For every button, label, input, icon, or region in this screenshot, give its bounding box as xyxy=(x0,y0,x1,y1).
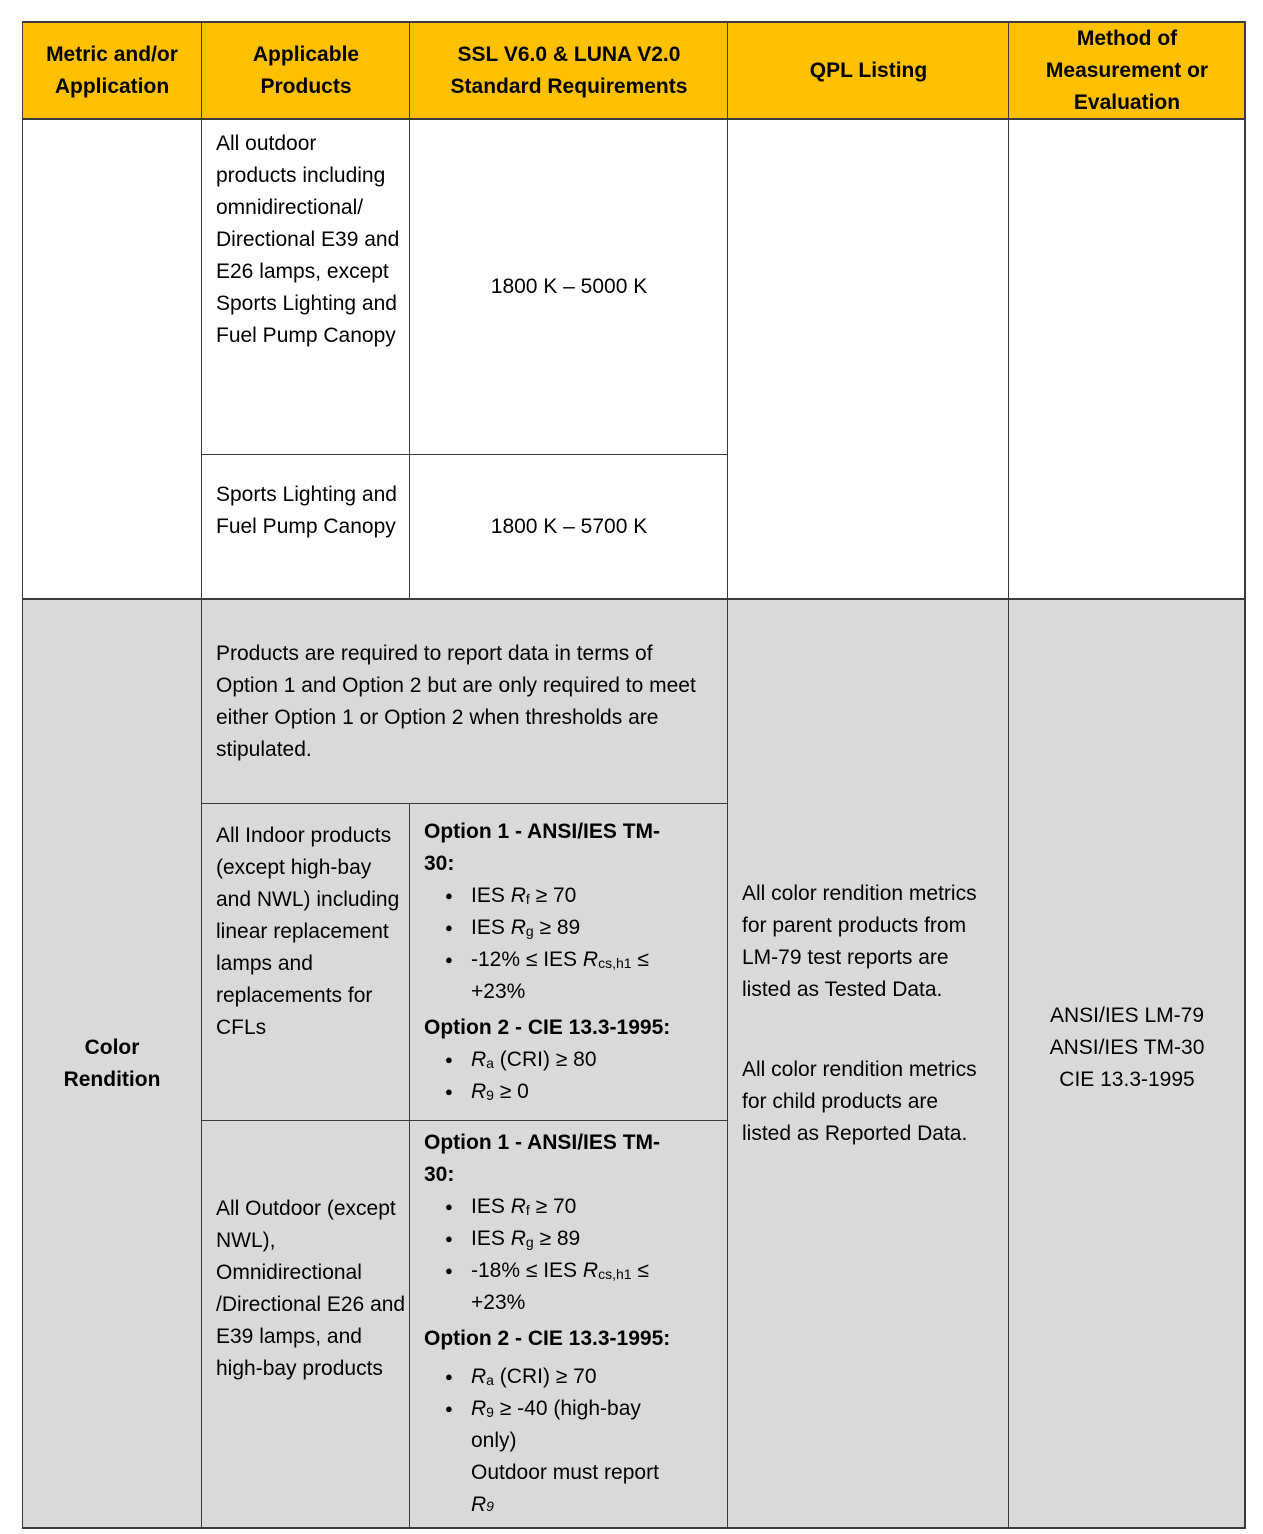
indoor-option1-list xyxy=(424,880,720,1008)
outdoor-rcs: ● -18% ≤ IES $R_{cs,h1} \le +23\%$ xyxy=(471,1255,720,1319)
metric-color-rendition: Color Rendition xyxy=(63,1035,161,1091)
border-section xyxy=(22,598,1246,600)
outdoor-option2-list xyxy=(424,1361,720,1457)
outdoor-option1-list xyxy=(424,1191,720,1319)
products-all-outdoor-cr: All Outdoor (except NWL), Omnidirectional /Directional E26 and E39 lamps, and high-bay products xyxy=(216,1197,406,1380)
border-col5 xyxy=(1008,21,1009,1529)
qpl-listing-parent: All color rendition metrics for parent products from LM-79 test reports are listed as Tested Data. xyxy=(742,882,977,1001)
header-method: Method of Measurement or Evaluation xyxy=(1009,22,1245,119)
products-all-outdoor: All outdoor products including omnidirectional/ Directional E39 and E26 lamps, except Sports Lighting and Fuel Pump Canopy xyxy=(216,132,400,347)
products-sports-lighting: Sports Lighting and Fuel Pump Canopy xyxy=(216,483,397,538)
header-standard-requirements: SSL V6.0 & LUNA V2.0 Standard Requirements xyxy=(410,22,728,119)
outdoor-r9: ● $R_9 \ge -40$ (high-bay only) xyxy=(471,1393,720,1457)
indoor-r9: ● $R_9 \ge 0$ xyxy=(471,1076,720,1108)
outdoor-option1-title: Option 1 - ANSI/IES TM-30: xyxy=(424,1131,661,1186)
outdoor-r9-note: Outdoor must report R9 xyxy=(471,1461,659,1516)
outdoor-rg: ● IES $R_g \ge 89$ xyxy=(471,1223,720,1255)
requirement-cct-5700: 1800 K – 5700 K xyxy=(490,515,648,538)
requirement-cct-5000: 1800 K – 5000 K xyxy=(490,275,648,298)
header-qpl-listing: QPL Listing xyxy=(728,22,1009,119)
outdoor-ra: ● $R_a$ (CRI) ≥ 70 xyxy=(471,1361,720,1393)
indoor-requirements xyxy=(410,816,728,1116)
qpl-listing-child: All color rendition metrics for child products are listed as Reported Data. xyxy=(742,1058,977,1145)
outdoor-option2-title: Option 2 - CIE 13.3-1995: xyxy=(424,1327,671,1350)
border-note xyxy=(202,803,728,804)
border-cct-split xyxy=(202,454,728,455)
products-all-indoor: All Indoor products (except high-bay and NWL) including linear replacement lamps and replacements for CFLs xyxy=(216,824,400,1039)
qpl-listing xyxy=(742,878,992,1218)
indoor-option1-title: Option 1 - ANSI/IES TM-30: xyxy=(424,820,661,875)
indoor-option2-title: Option 2 - CIE 13.3-1995: xyxy=(424,1016,671,1039)
border-header-bottom xyxy=(22,118,1246,120)
outdoor-rf: ● IES $R_f \ge 70$ xyxy=(471,1191,720,1223)
border-top xyxy=(22,21,1246,23)
indoor-rcs: ● -12% ≤ IES $R_{cs,h1} \le +23\%$ xyxy=(471,944,720,1008)
indoor-ra: ● $R_a$ (CRI) ≥ 80 xyxy=(471,1044,720,1076)
border-bottom xyxy=(22,1527,1246,1529)
indoor-option2-list xyxy=(424,1044,720,1108)
border-indoor-outdoor xyxy=(202,1120,728,1121)
border-col4 xyxy=(727,21,728,1529)
header-metric: Metric and/or Application xyxy=(22,22,202,119)
indoor-rg: ● IES $R_g \ge 89$ xyxy=(471,912,720,944)
color-rendition-note: Products are required to report data in terms of Option 1 and Option 2 but are only required to meet either Option 1 or Option 2 when thresholds are stipulated. xyxy=(216,642,696,761)
border-left xyxy=(22,21,23,1529)
method-cie: CIE 13.3-1995 xyxy=(1059,1068,1195,1091)
method-lm79: ANSI/IES LM-79 xyxy=(1049,1004,1205,1027)
header-applicable-products: Applicable Products xyxy=(202,22,410,119)
border-col2 xyxy=(201,21,202,1529)
outdoor-requirements xyxy=(410,1127,728,1527)
border-right xyxy=(1244,21,1246,1529)
methods xyxy=(1009,1000,1245,1096)
border-col3-top xyxy=(409,21,410,599)
indoor-rf: ● IES $R_f \ge 70$ xyxy=(471,880,720,912)
method-tm30: ANSI/IES TM-30 xyxy=(1049,1036,1205,1059)
border-col3-bottom xyxy=(409,803,410,1529)
